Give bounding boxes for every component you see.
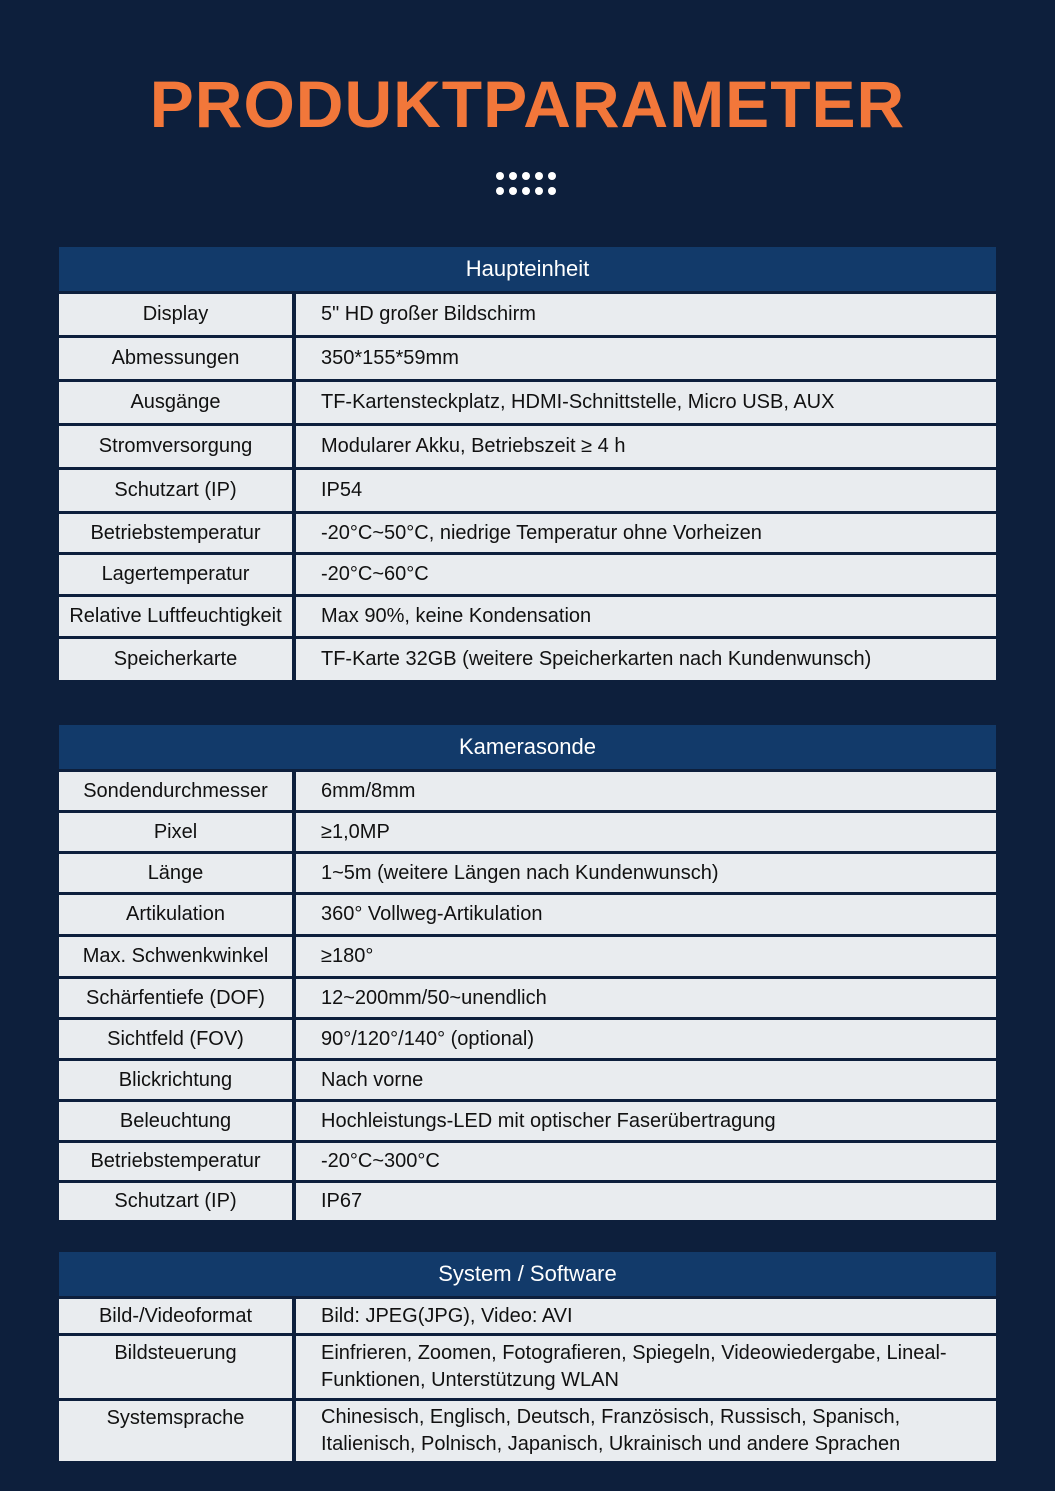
table-row [59, 979, 996, 1017]
param-label: Artikulation [59, 895, 292, 934]
param-label: Bildsteuerung [59, 1336, 292, 1398]
table-row [59, 514, 996, 552]
param-value: IP67 [296, 1183, 996, 1220]
param-value: 350*155*59mm [296, 338, 996, 379]
table-row [59, 1143, 996, 1180]
param-value: Hochleistungs-LED mit optischer Faserübertragung [296, 1102, 996, 1140]
page-title: PRODUKTPARAMETER [149, 67, 906, 141]
table-row [59, 937, 996, 976]
param-value: Chinesisch, Englisch, Deutsch, Französisch, Russisch, Spanisch, Italienisch, Polnisch, Japanisch, Ukrainisch und andere Sprachen [296, 1401, 996, 1461]
param-label: Bild-/Videoformat [59, 1299, 292, 1333]
param-label: Systemsprache [59, 1401, 292, 1461]
param-label: Pixel [59, 813, 292, 851]
table-row [59, 1183, 996, 1220]
param-value: ≥180° [296, 937, 996, 976]
param-label: Schutzart (IP) [59, 470, 292, 511]
param-label: Abmessungen [59, 338, 292, 379]
section-haupteinheit [59, 247, 996, 680]
section-system-software [59, 1252, 996, 1461]
table-row [59, 382, 996, 423]
param-value: TF-Karte 32GB (weitere Speicherkarten nach Kundenwunsch) [296, 639, 996, 680]
param-value: 12~200mm/50~unendlich [296, 979, 996, 1017]
table-row [59, 597, 996, 636]
param-label: Betriebstemperatur [59, 1143, 292, 1180]
table-row [59, 1102, 996, 1140]
param-value: TF-Kartensteckplatz, HDMI-Schnittstelle, Micro USB, AUX [296, 382, 996, 423]
param-label: Max. Schwenkwinkel [59, 937, 292, 976]
param-label: Lagertemperatur [59, 555, 292, 594]
decorative-dots [496, 172, 564, 196]
section-header: System / Software [59, 1252, 996, 1296]
param-value: -20°C~50°C, niedrige Temperatur ohne Vorheizen [296, 514, 996, 552]
table-row [59, 639, 996, 680]
table-row [59, 1061, 996, 1099]
table-row [59, 470, 996, 511]
table-row [59, 1401, 996, 1461]
param-label: Stromversorgung [59, 426, 292, 467]
table-row [59, 854, 996, 892]
param-label: Beleuchtung [59, 1102, 292, 1140]
param-value: Bild: JPEG(JPG), Video: AVI [296, 1299, 996, 1333]
table-row [59, 555, 996, 594]
param-value: Einfrieren, Zoomen, Fotografieren, Spiegeln, Videowiedergabe, Lineal-Funktionen, Unterstützung WLAN [296, 1336, 996, 1398]
table-row [59, 813, 996, 851]
param-label: Schärfentiefe (DOF) [59, 979, 292, 1017]
table-row [59, 772, 996, 810]
param-label: Relative Luftfeuchtigkeit [59, 597, 292, 636]
param-value: -20°C~60°C [296, 555, 996, 594]
section-header: Haupteinheit [59, 247, 996, 291]
param-value: 1~5m (weitere Längen nach Kundenwunsch) [296, 854, 996, 892]
table-row [59, 895, 996, 934]
param-label: Blickrichtung [59, 1061, 292, 1099]
table-row [59, 1299, 996, 1333]
param-value: 6mm/8mm [296, 772, 996, 810]
param-label: Länge [59, 854, 292, 892]
param-label: Sondendurchmesser [59, 772, 292, 810]
table-row [59, 294, 996, 335]
section-header: Kamerasonde [59, 725, 996, 769]
param-label: Ausgänge [59, 382, 292, 423]
param-value: 5" HD großer Bildschirm [296, 294, 996, 335]
param-value: Max 90%, keine Kondensation [296, 597, 996, 636]
param-label: Betriebstemperatur [59, 514, 292, 552]
param-label: Schutzart (IP) [59, 1183, 292, 1220]
table-row [59, 1020, 996, 1058]
param-value: Modularer Akku, Betriebszeit ≥ 4 h [296, 426, 996, 467]
table-row [59, 338, 996, 379]
section-kamerasonde [59, 725, 996, 1220]
param-label: Sichtfeld (FOV) [59, 1020, 292, 1058]
param-value: 360° Vollweg-Artikulation [296, 895, 996, 934]
param-value: 90°/120°/140° (optional) [296, 1020, 996, 1058]
param-value: ≥1,0MP [296, 813, 996, 851]
table-row [59, 426, 996, 467]
table-row [59, 1336, 996, 1398]
param-label: Display [59, 294, 292, 335]
param-label: Speicherkarte [59, 639, 292, 680]
param-value: -20°C~300°C [296, 1143, 996, 1180]
param-value: Nach vorne [296, 1061, 996, 1099]
param-value: IP54 [296, 470, 996, 511]
